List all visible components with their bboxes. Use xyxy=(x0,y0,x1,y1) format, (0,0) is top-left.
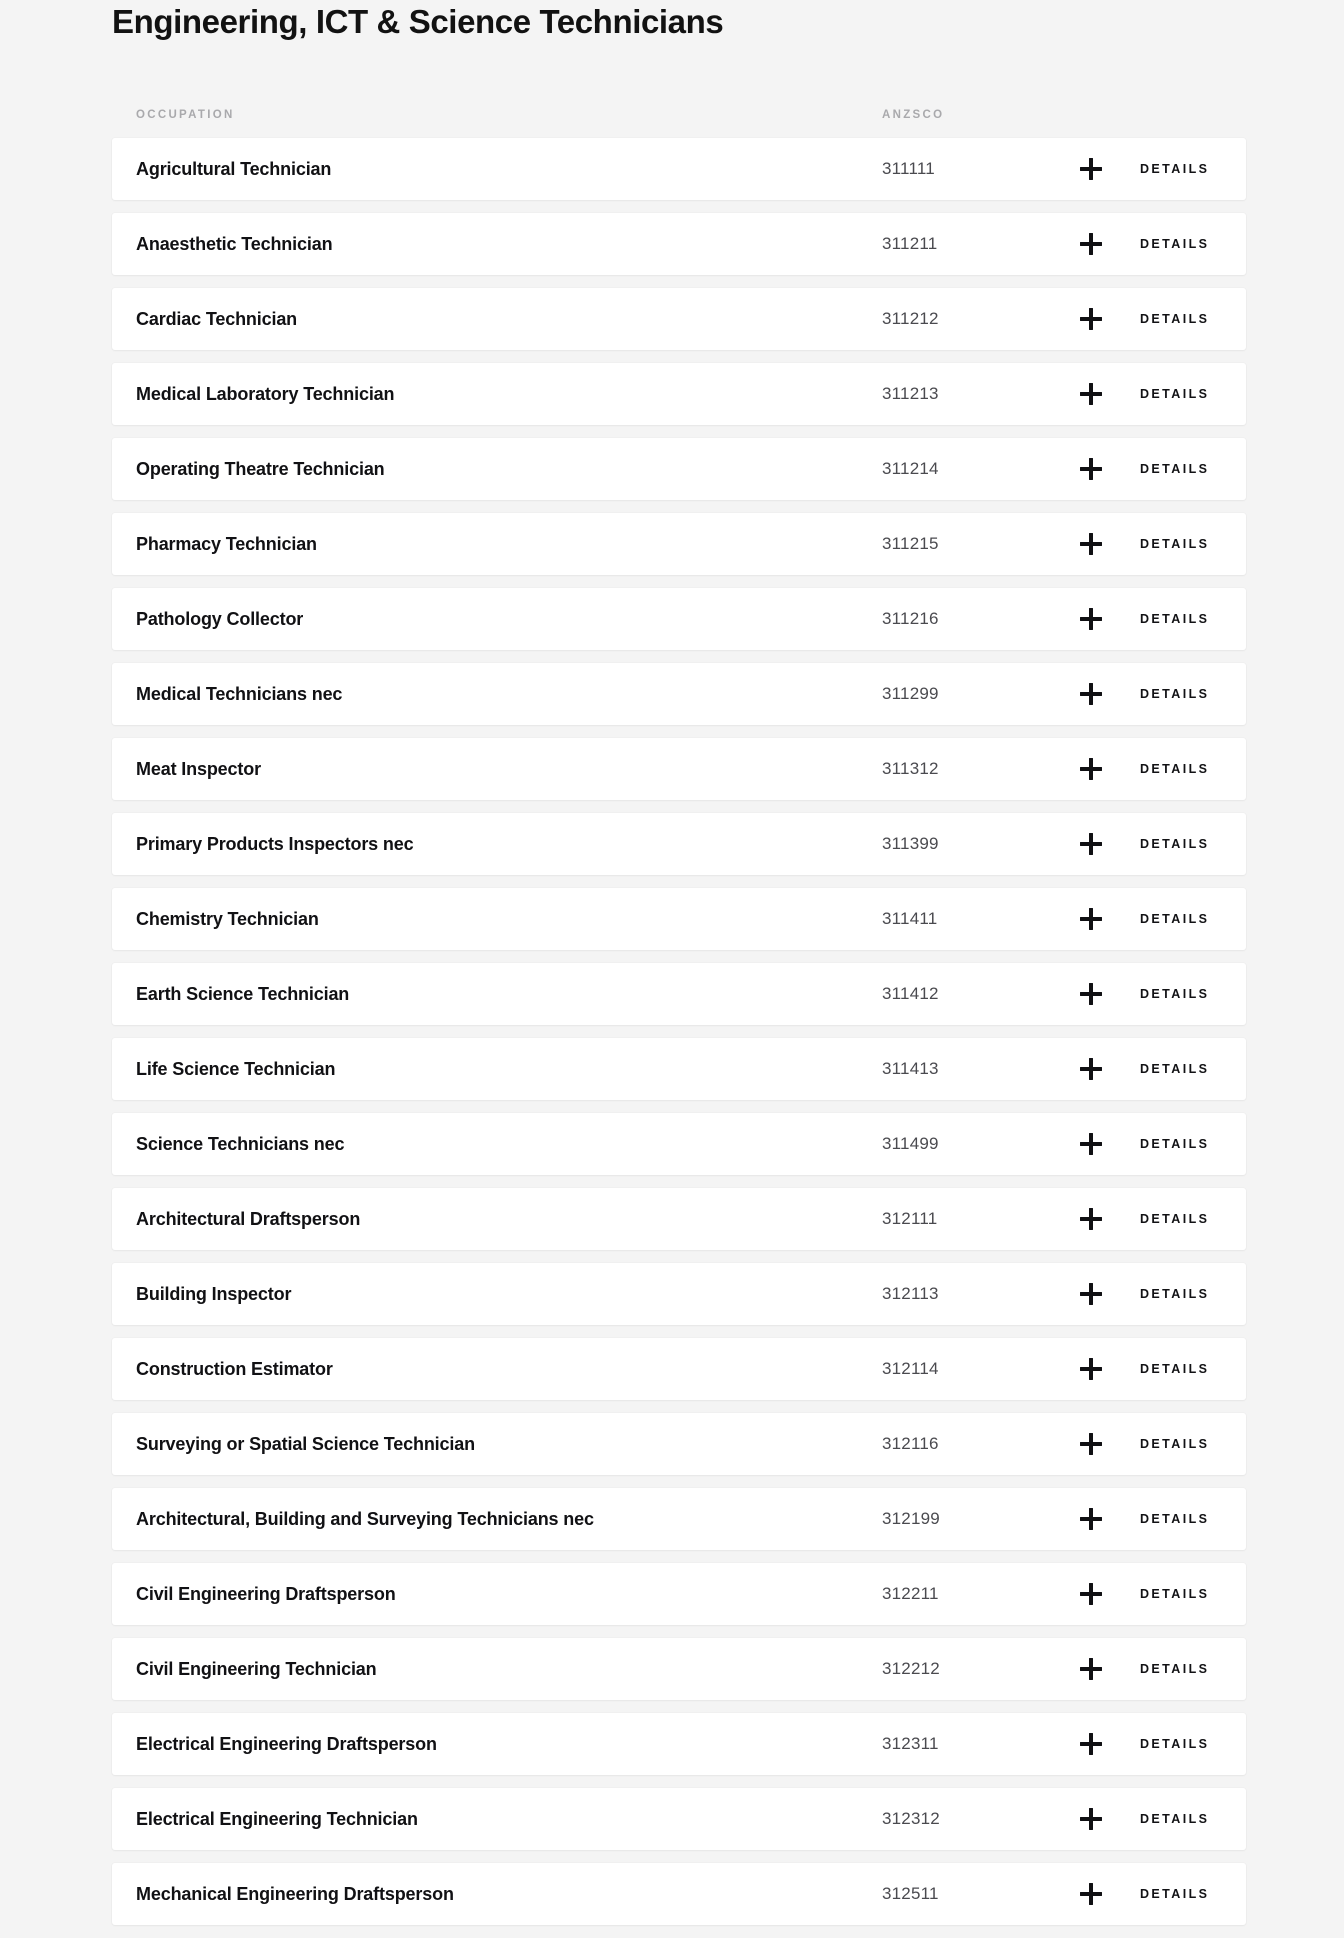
table-row[interactable] xyxy=(112,1713,1246,1775)
occupation-name: Architectural Draftsperson xyxy=(136,1208,361,1229)
plus-icon[interactable] xyxy=(1080,1208,1102,1230)
expand-row-button[interactable] xyxy=(1042,608,1140,630)
anzsco-code: 311399 xyxy=(882,834,939,853)
plus-icon[interactable] xyxy=(1080,533,1102,555)
details-button[interactable]: DETAILS xyxy=(1140,1137,1210,1151)
occupation-name: Mechanical Engineering Draftsperson xyxy=(136,1883,454,1904)
details-button[interactable]: DETAILS xyxy=(1140,1587,1210,1601)
table-row[interactable] xyxy=(112,1563,1246,1625)
details-button[interactable]: DETAILS xyxy=(1140,537,1210,551)
table-header-row xyxy=(112,92,1246,138)
details-cell xyxy=(1140,237,1246,251)
anzsco-code: 311215 xyxy=(882,534,939,553)
plus-icon[interactable] xyxy=(1080,1733,1102,1755)
details-button[interactable]: DETAILS xyxy=(1140,912,1210,926)
details-button[interactable]: DETAILS xyxy=(1140,762,1210,776)
expand-row-button[interactable] xyxy=(1042,1358,1140,1380)
plus-icon[interactable] xyxy=(1080,833,1102,855)
occupation-name: Chemistry Technician xyxy=(136,908,319,929)
table-row[interactable] xyxy=(112,213,1246,275)
table-row[interactable] xyxy=(112,888,1246,950)
details-button[interactable]: DETAILS xyxy=(1140,462,1210,476)
table-row[interactable] xyxy=(112,1638,1246,1700)
anzsco-code: 311411 xyxy=(882,909,938,928)
anzsco-code: 311214 xyxy=(882,459,939,478)
details-cell xyxy=(1140,1737,1246,1751)
anzsco-code: 312199 xyxy=(882,1509,940,1528)
details-cell xyxy=(1140,1437,1246,1451)
expand-row-button[interactable] xyxy=(1042,908,1140,930)
details-cell xyxy=(1140,912,1246,926)
details-button[interactable]: DETAILS xyxy=(1140,1212,1210,1226)
expand-row-button[interactable] xyxy=(1042,1058,1140,1080)
expand-row-button[interactable] xyxy=(1042,1733,1140,1755)
details-button[interactable]: DETAILS xyxy=(1140,1812,1210,1826)
expand-row-button[interactable] xyxy=(1042,458,1140,480)
occupation-name: Life Science Technician xyxy=(136,1058,336,1079)
plus-icon[interactable] xyxy=(1080,458,1102,480)
plus-icon[interactable] xyxy=(1080,1058,1102,1080)
details-cell xyxy=(1140,687,1246,701)
table-row[interactable] xyxy=(112,663,1246,725)
plus-icon[interactable] xyxy=(1080,608,1102,630)
anzsco-code: 311312 xyxy=(882,759,939,778)
plus-icon[interactable] xyxy=(1080,1133,1102,1155)
table-row[interactable] xyxy=(112,1488,1246,1550)
plus-icon[interactable] xyxy=(1080,1883,1102,1905)
anzsco-code: 311499 xyxy=(882,1134,939,1153)
occupation-name: Meat Inspector xyxy=(136,758,261,779)
expand-row-button[interactable] xyxy=(1042,233,1140,255)
occupation-name: Civil Engineering Technician xyxy=(136,1658,377,1679)
anzsco-code: 312111 xyxy=(882,1209,938,1228)
expand-row-button[interactable] xyxy=(1042,1808,1140,1830)
table-row[interactable] xyxy=(112,288,1246,350)
table-row[interactable] xyxy=(112,1338,1246,1400)
details-button[interactable]: DETAILS xyxy=(1140,1887,1210,1901)
details-cell xyxy=(1140,612,1246,626)
plus-icon[interactable] xyxy=(1080,233,1102,255)
table-row[interactable] xyxy=(112,1413,1246,1475)
anzsco-code: 312113 xyxy=(882,1284,939,1303)
details-cell xyxy=(1140,537,1246,551)
details-cell xyxy=(1140,987,1246,1001)
anzsco-code: 311299 xyxy=(882,684,939,703)
details-button[interactable]: DETAILS xyxy=(1140,612,1210,626)
details-cell xyxy=(1140,1062,1246,1076)
occupation-name: Operating Theatre Technician xyxy=(136,458,385,479)
column-header-anzsco: ANZSCO xyxy=(882,109,945,121)
anzsco-code: 312511 xyxy=(882,1884,939,1903)
occupation-name: Science Technicians nec xyxy=(136,1133,345,1154)
details-button[interactable]: DETAILS xyxy=(1140,1437,1210,1451)
anzsco-code: 312211 xyxy=(882,1584,939,1603)
details-cell xyxy=(1140,462,1246,476)
details-cell xyxy=(1140,1362,1246,1376)
details-cell xyxy=(1140,1812,1246,1826)
occupation-name: Pathology Collector xyxy=(136,608,304,629)
plus-icon[interactable] xyxy=(1080,158,1102,180)
plus-icon[interactable] xyxy=(1080,1583,1102,1605)
table-row[interactable] xyxy=(112,813,1246,875)
expand-row-button[interactable] xyxy=(1042,158,1140,180)
expand-row-button[interactable] xyxy=(1042,1658,1140,1680)
occupation-name: Cardiac Technician xyxy=(136,308,298,329)
table-row[interactable] xyxy=(112,438,1246,500)
expand-row-button[interactable] xyxy=(1042,308,1140,330)
plus-icon[interactable] xyxy=(1080,383,1102,405)
anzsco-code: 311111 xyxy=(882,159,935,178)
plus-icon[interactable] xyxy=(1080,1658,1102,1680)
details-cell xyxy=(1140,1137,1246,1151)
anzsco-code: 312116 xyxy=(882,1434,939,1453)
anzsco-code: 311412 xyxy=(882,984,939,1003)
details-button[interactable]: DETAILS xyxy=(1140,1512,1210,1526)
details-cell xyxy=(1140,1887,1246,1901)
table-row[interactable] xyxy=(112,1113,1246,1175)
details-button[interactable]: DETAILS xyxy=(1140,1287,1210,1301)
expand-row-button[interactable] xyxy=(1042,983,1140,1005)
occupation-name: Pharmacy Technician xyxy=(136,533,317,554)
occupation-name: Earth Science Technician xyxy=(136,983,350,1004)
expand-row-button[interactable] xyxy=(1042,833,1140,855)
details-button[interactable]: DETAILS xyxy=(1140,312,1210,326)
plus-icon[interactable] xyxy=(1080,983,1102,1005)
details-cell xyxy=(1140,1212,1246,1226)
anzsco-code: 312311 xyxy=(882,1734,939,1753)
expand-row-button[interactable] xyxy=(1042,1208,1140,1230)
table-row[interactable] xyxy=(112,513,1246,575)
plus-icon[interactable] xyxy=(1080,308,1102,330)
anzsco-code: 311413 xyxy=(882,1059,939,1078)
occupation-name: Electrical Engineering Draftsperson xyxy=(136,1733,437,1754)
details-cell xyxy=(1140,1587,1246,1601)
anzsco-code: 312312 xyxy=(882,1809,940,1828)
anzsco-code: 311213 xyxy=(882,384,939,403)
details-cell xyxy=(1140,762,1246,776)
anzsco-code: 312212 xyxy=(882,1659,940,1678)
table-row[interactable] xyxy=(112,963,1246,1025)
details-button[interactable]: DETAILS xyxy=(1140,1362,1210,1376)
details-cell xyxy=(1140,1512,1246,1526)
plus-icon[interactable] xyxy=(1080,683,1102,705)
details-button[interactable]: DETAILS xyxy=(1140,1662,1210,1676)
anzsco-code: 311216 xyxy=(882,609,939,628)
table-row[interactable] xyxy=(112,363,1246,425)
occupation-name: Building Inspector xyxy=(136,1283,292,1304)
occupation-table xyxy=(0,92,1344,1925)
table-row[interactable] xyxy=(112,1263,1246,1325)
details-cell xyxy=(1140,162,1246,176)
table-row[interactable] xyxy=(112,1038,1246,1100)
table-row[interactable] xyxy=(112,588,1246,650)
details-button[interactable]: DETAILS xyxy=(1140,1737,1210,1751)
occupation-name: Civil Engineering Draftsperson xyxy=(136,1583,396,1604)
table-row[interactable] xyxy=(112,1188,1246,1250)
expand-row-button[interactable] xyxy=(1042,683,1140,705)
details-button[interactable]: DETAILS xyxy=(1140,687,1210,701)
details-button[interactable]: DETAILS xyxy=(1140,162,1210,176)
occupation-name: Primary Products Inspectors nec xyxy=(136,833,414,854)
table-body xyxy=(112,138,1246,1925)
table-row[interactable] xyxy=(112,138,1246,200)
plus-icon[interactable] xyxy=(1080,1433,1102,1455)
table-row[interactable] xyxy=(112,1788,1246,1850)
expand-row-button[interactable] xyxy=(1042,1433,1140,1455)
occupation-name: Surveying or Spatial Science Technician xyxy=(136,1433,475,1454)
expand-row-button[interactable] xyxy=(1042,1283,1140,1305)
occupation-name: Medical Laboratory Technician xyxy=(136,383,395,404)
expand-row-button[interactable] xyxy=(1042,1883,1140,1905)
details-button[interactable]: DETAILS xyxy=(1140,837,1210,851)
plus-icon[interactable] xyxy=(1080,1808,1102,1830)
occupation-name: Medical Technicians nec xyxy=(136,683,343,704)
details-cell xyxy=(1140,387,1246,401)
anzsco-code: 311212 xyxy=(882,309,939,328)
details-cell xyxy=(1140,1287,1246,1301)
table-row[interactable] xyxy=(112,738,1246,800)
expand-row-button[interactable] xyxy=(1042,533,1140,555)
occupation-name: Anaesthetic Technician xyxy=(136,233,333,254)
details-cell xyxy=(1140,312,1246,326)
plus-icon[interactable] xyxy=(1080,908,1102,930)
plus-icon[interactable] xyxy=(1080,1508,1102,1530)
expand-row-button[interactable] xyxy=(1042,758,1140,780)
page-title: Engineering, ICT & Science Technicians xyxy=(112,3,724,40)
occupation-name: Construction Estimator xyxy=(136,1358,333,1379)
expand-row-button[interactable] xyxy=(1042,1508,1140,1530)
expand-row-button[interactable] xyxy=(1042,1583,1140,1605)
column-header-occupation: OCCUPATION xyxy=(136,109,235,121)
table-row[interactable] xyxy=(112,1863,1246,1925)
expand-row-button[interactable] xyxy=(1042,1133,1140,1155)
details-button[interactable]: DETAILS xyxy=(1140,387,1210,401)
occupation-name: Electrical Engineering Technician xyxy=(136,1808,418,1829)
occupation-name: Agricultural Technician xyxy=(136,158,332,179)
details-button[interactable]: DETAILS xyxy=(1140,237,1210,251)
details-button[interactable]: DETAILS xyxy=(1140,987,1210,1001)
anzsco-code: 312114 xyxy=(882,1359,939,1378)
details-button[interactable]: DETAILS xyxy=(1140,1062,1210,1076)
details-cell xyxy=(1140,1662,1246,1676)
occupation-name: Architectural, Building and Surveying Technicians nec xyxy=(136,1508,594,1529)
plus-icon[interactable] xyxy=(1080,1283,1102,1305)
plus-icon[interactable] xyxy=(1080,1358,1102,1380)
anzsco-code: 311211 xyxy=(882,234,938,253)
details-cell xyxy=(1140,837,1246,851)
plus-icon[interactable] xyxy=(1080,758,1102,780)
expand-row-button[interactable] xyxy=(1042,383,1140,405)
